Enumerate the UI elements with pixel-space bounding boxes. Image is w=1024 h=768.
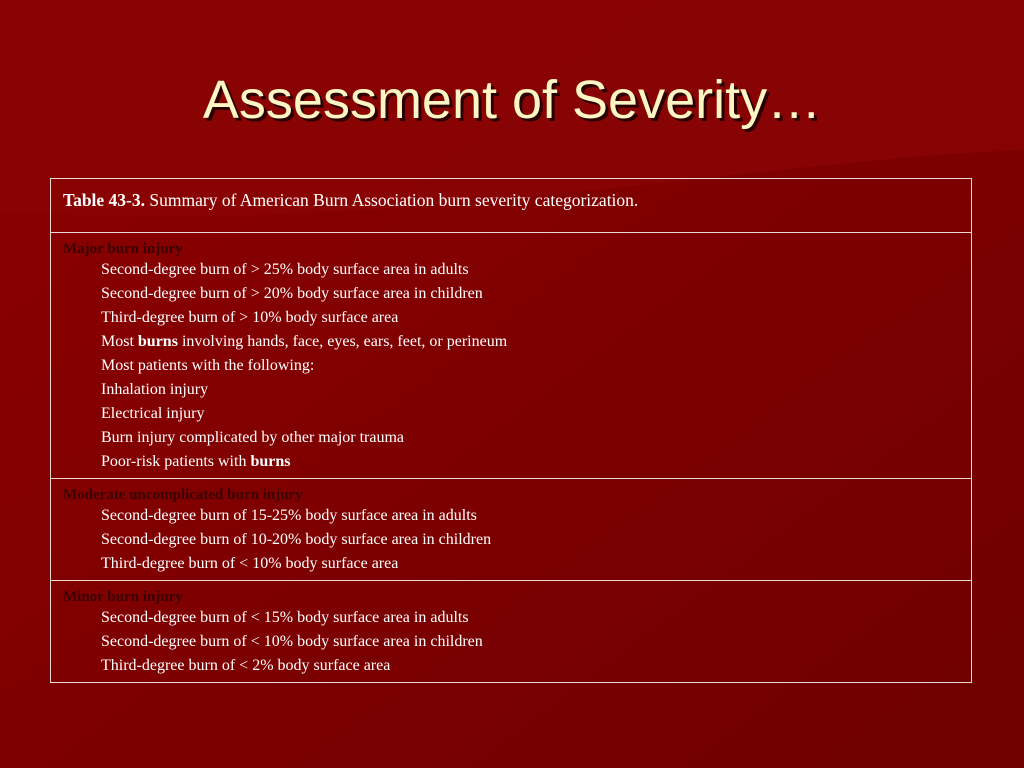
criteria-item: Inhalation injury — [101, 381, 209, 398]
criteria-text: involving hands, face, eyes, ears, feet, or perineum — [177, 333, 508, 350]
table-caption-text: Summary of American Burn Association burn severity categorization. — [145, 190, 639, 210]
criteria-item: Electrical injury — [101, 405, 205, 422]
criteria-item: Third-degree burn of > 10% body surface area — [101, 309, 399, 326]
table-caption-label: Table 43-3. — [63, 190, 146, 210]
criteria-list — [63, 258, 959, 474]
table-caption — [51, 179, 971, 233]
section-heading: Major burn injury — [63, 241, 183, 257]
burn-severity-table — [50, 178, 972, 683]
criteria-item: Second-degree burn of < 10% body surface area in children — [101, 633, 483, 650]
criteria-emphasis: burns — [250, 453, 291, 470]
criteria-item — [63, 450, 959, 474]
criteria-text: Poor-risk patients with — [101, 453, 251, 470]
criteria-item: Burn injury complicated by other major trauma — [101, 429, 405, 446]
minor-burn-section — [51, 580, 971, 682]
slide-title: Assessment of Severity… — [202, 70, 822, 130]
criteria-item: Third-degree burn of < 10% body surface area — [101, 555, 399, 572]
criteria-list — [63, 504, 959, 576]
criteria-item: Most patients with the following: — [101, 357, 315, 374]
criteria-item: Second-degree burn of > 20% body surface area in children — [101, 285, 483, 302]
criteria-item — [63, 330, 959, 354]
criteria-text: Most — [101, 333, 138, 350]
moderate-burn-section — [51, 478, 971, 580]
criteria-item: Second-degree burn of 10-20% body surface area in children — [101, 531, 492, 548]
criteria-item: Third-degree burn of < 2% body surface area — [101, 657, 391, 674]
criteria-item: Second-degree burn of < 15% body surface area in adults — [101, 609, 469, 626]
major-burn-section — [51, 233, 971, 478]
section-heading: Minor burn injury — [63, 589, 183, 605]
criteria-emphasis: burns — [137, 333, 178, 350]
section-heading: Moderate uncomplicated burn injury — [63, 487, 303, 503]
criteria-item: Second-degree burn of 15-25% body surface area in adults — [101, 507, 477, 524]
criteria-item: Second-degree burn of > 25% body surface area in adults — [101, 261, 469, 278]
criteria-list — [63, 606, 959, 678]
